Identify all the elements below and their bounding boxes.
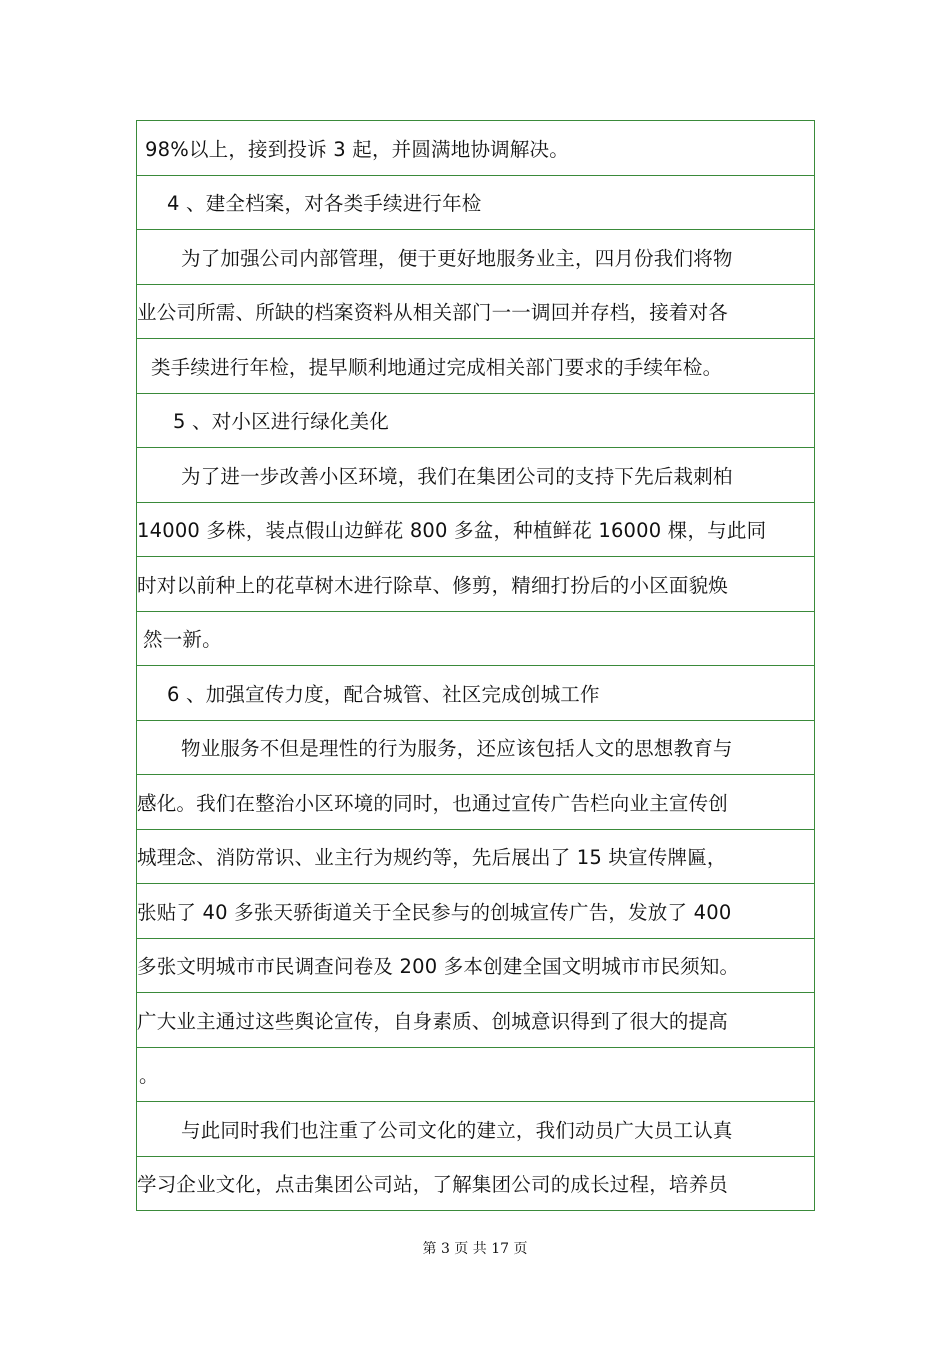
text-line [137, 448, 814, 503]
text-line [137, 993, 814, 1048]
text-line [137, 830, 814, 885]
line-text: 张贴了 40 多张天骄街道关于全民参与的创城宣传广告，发放了 400 [137, 900, 732, 924]
text-line [137, 557, 814, 612]
text-line [137, 1102, 814, 1157]
line-text: 时对以前种上的花草树木进行除草、修剪，精细打扮后的小区面貌焕 [137, 573, 729, 597]
line-text: 学习企业文化，点击集团公司站，了解集团公司的成长过程，培养员 [137, 1173, 729, 1197]
section-heading [137, 176, 814, 231]
text-line [137, 939, 814, 994]
text-line [137, 775, 814, 830]
text-line [137, 121, 814, 176]
text-line [137, 285, 814, 340]
text-line [137, 612, 814, 667]
text-line [137, 230, 814, 285]
section-heading [137, 394, 814, 449]
text-line [137, 1157, 814, 1212]
page-footer: 第 3 页 共 17 页 [422, 1241, 528, 1257]
heading-text: 4 、建全档案，对各类手续进行年检 [167, 192, 482, 216]
line-text: 14000 多株，装点假山边鲜花 800 多盆，种植鲜花 16000 棵，与此同 [137, 519, 767, 543]
text-line [137, 721, 814, 776]
text-line [137, 1048, 814, 1103]
line-text: 然一新。 [143, 628, 222, 652]
line-text: 。 [139, 1064, 159, 1088]
line-text: 广大业主通过这些舆论宣传，自身素质、创城意识得到了很大的提高 [137, 1009, 729, 1033]
heading-text: 6 、加强宣传力度，配合城管、社区完成创城工作 [167, 682, 600, 706]
document-table [136, 120, 815, 1211]
text-line [137, 339, 814, 394]
line-text: 业公司所需、所缺的档案资料从相关部门一一调回并存档，接着对各 [137, 301, 729, 325]
line-text: 多张文明城市市民调查问卷及 200 多本创建全国文明城市市民须知。 [137, 955, 740, 979]
line-text: 物业服务不但是理性的行为服务，还应该包括人文的思想教育与 [181, 737, 733, 761]
line-text: 98%以上，接到投诉 3 起，并圆满地协调解决。 [145, 137, 569, 161]
section-heading [137, 666, 814, 721]
line-text: 类手续进行年检，提早顺利地通过完成相关部门要求的手续年检。 [151, 355, 723, 379]
line-text: 城理念、消防常识、业主行为规约等，先后展出了 15 块宣传牌匾， [137, 846, 727, 870]
text-line [137, 884, 814, 939]
line-text: 为了加强公司内部管理，便于更好地服务业主，四月份我们将物 [181, 246, 733, 270]
text-line [137, 503, 814, 558]
line-text: 与此同时我们也注重了公司文化的建立，我们动员广大员工认真 [181, 1118, 733, 1142]
line-text: 感化。我们在整治小区环境的同时，也通过宣传广告栏向业主宣传创 [137, 791, 729, 815]
line-text: 为了进一步改善小区环境，我们在集团公司的支持下先后栽刺柏 [181, 464, 733, 488]
heading-text: 5 、对小区进行绿化美化 [173, 410, 390, 434]
